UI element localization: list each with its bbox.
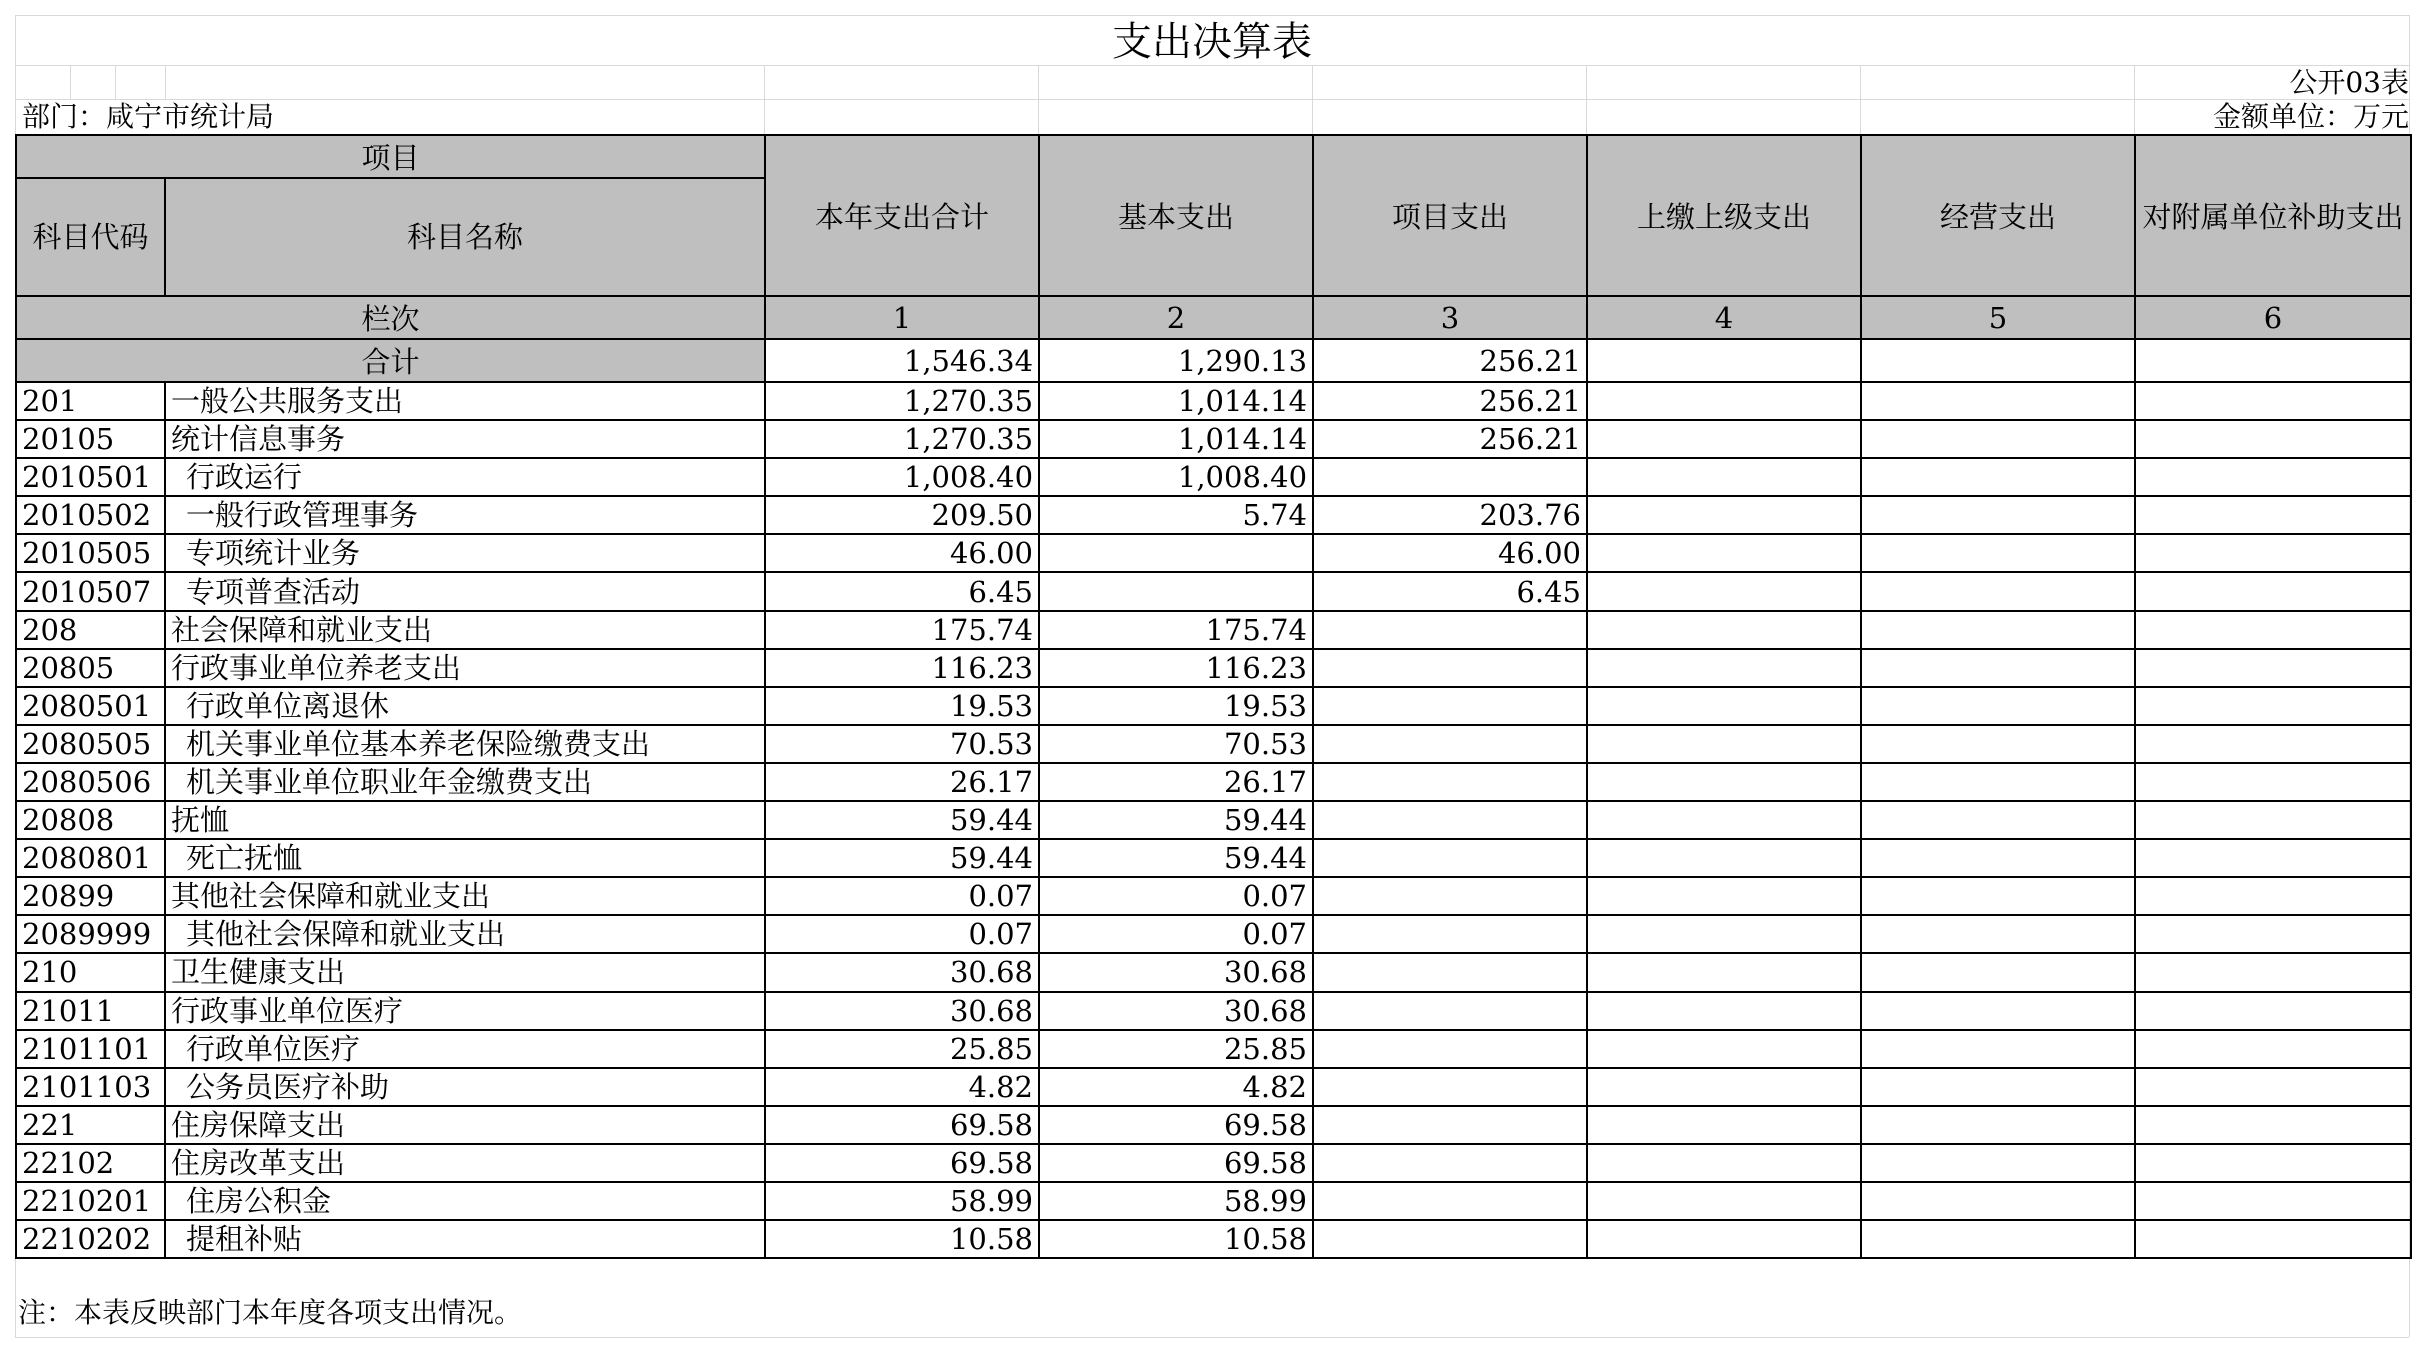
amount-cell: 30.68 [1039, 992, 1313, 1030]
department-label: 部门：咸宁市统计局 [22, 100, 275, 133]
table-row [16, 420, 2411, 458]
amount-cell [2135, 382, 2411, 420]
header-subsidy-subordinate: 对附属单位补助支出 [2135, 135, 2411, 296]
total-cell [1861, 339, 2135, 382]
subject-code-cell: 2010507 [16, 572, 165, 610]
column-number-label: 栏次 [16, 296, 765, 339]
column-number: 5 [1861, 296, 2135, 339]
amount-cell [1313, 877, 1587, 915]
subject-name-cell: 住房公积金 [165, 1182, 765, 1220]
table-row [16, 1068, 2411, 1106]
amount-cell: 6.45 [1313, 572, 1587, 610]
amount-cell [2135, 763, 2411, 801]
amount-cell: 0.07 [1039, 915, 1313, 953]
sheet-gridline [115, 65, 116, 99]
amount-cell [1587, 1220, 1861, 1258]
amount-cell [1587, 534, 1861, 572]
amount-cell [1313, 1030, 1587, 1068]
subject-code-cell: 201 [16, 382, 165, 420]
amount-cell: 58.99 [1039, 1182, 1313, 1220]
table-row [16, 1106, 2411, 1144]
amount-cell [2135, 877, 2411, 915]
amount-cell [1861, 687, 2135, 725]
amount-cell [2135, 649, 2411, 687]
amount-cell: 256.21 [1313, 420, 1587, 458]
header-operating-expenditure: 经营支出 [1861, 135, 2135, 296]
amount-cell: 70.53 [1039, 725, 1313, 763]
amount-cell: 1,014.14 [1039, 382, 1313, 420]
header-total-expenditure: 本年支出合计 [765, 135, 1039, 296]
total-cell: 256.21 [1313, 339, 1587, 382]
subject-name-cell: 行政事业单位医疗 [165, 992, 765, 1030]
header-project: 项目 [16, 135, 765, 178]
form-number: 公开03表 [2289, 66, 2409, 99]
subject-name-cell: 机关事业单位基本养老保险缴费支出 [165, 725, 765, 763]
amount-cell: 59.44 [1039, 839, 1313, 877]
amount-cell [1861, 1144, 2135, 1182]
amount-cell [1587, 953, 1861, 991]
amount-cell [1861, 458, 2135, 496]
amount-cell [1039, 534, 1313, 572]
amount-cell [1313, 1182, 1587, 1220]
subject-code-cell: 21011 [16, 992, 165, 1030]
column-number: 3 [1313, 296, 1587, 339]
amount-cell: 46.00 [1313, 534, 1587, 572]
subject-code-cell: 2101101 [16, 1030, 165, 1068]
subject-code-cell: 2010505 [16, 534, 165, 572]
amount-cell [1587, 458, 1861, 496]
amount-cell [1861, 992, 2135, 1030]
column-number: 1 [765, 296, 1039, 339]
amount-cell [1861, 649, 2135, 687]
amount-cell [1861, 915, 2135, 953]
amount-cell [2135, 839, 2411, 877]
table-row [16, 382, 2411, 420]
amount-cell [1587, 877, 1861, 915]
subject-name-cell: 统计信息事务 [165, 420, 765, 458]
amount-cell [1587, 420, 1861, 458]
table-row [16, 1030, 2411, 1068]
amount-cell: 69.58 [765, 1106, 1039, 1144]
subject-code-cell: 22102 [16, 1144, 165, 1182]
subject-code-cell: 2080505 [16, 725, 165, 763]
sheet-gridline [15, 1337, 2409, 1338]
amount-cell: 25.85 [765, 1030, 1039, 1068]
subject-code-cell: 20805 [16, 649, 165, 687]
amount-cell: 69.58 [765, 1144, 1039, 1182]
amount-cell: 46.00 [765, 534, 1039, 572]
table-row [16, 687, 2411, 725]
amount-cell: 0.07 [765, 877, 1039, 915]
subject-name-cell: 一般行政管理事务 [165, 496, 765, 534]
amount-cell [2135, 572, 2411, 610]
amount-cell: 10.58 [765, 1220, 1039, 1258]
amount-cell [1861, 534, 2135, 572]
amount-cell [2135, 725, 2411, 763]
amount-cell: 0.07 [765, 915, 1039, 953]
table-row [16, 801, 2411, 839]
amount-cell [1587, 1106, 1861, 1144]
amount-cell: 5.74 [1039, 496, 1313, 534]
table-row [16, 877, 2411, 915]
subject-code-cell: 2080501 [16, 687, 165, 725]
amount-cell: 30.68 [1039, 953, 1313, 991]
subject-name-cell: 行政事业单位养老支出 [165, 649, 765, 687]
amount-cell: 175.74 [1039, 611, 1313, 649]
amount-cell: 70.53 [765, 725, 1039, 763]
amount-cell [1313, 649, 1587, 687]
amount-cell [1861, 1030, 2135, 1068]
amount-cell: 25.85 [1039, 1030, 1313, 1068]
subject-code-cell: 20105 [16, 420, 165, 458]
amount-cell [2135, 420, 2411, 458]
subject-name-cell: 公务员医疗补助 [165, 1068, 765, 1106]
amount-unit-label: 金额单位：万元 [2212, 100, 2409, 133]
amount-cell [1313, 953, 1587, 991]
sheet-gridline [15, 99, 2409, 100]
amount-cell: 69.58 [1039, 1144, 1313, 1182]
amount-cell: 1,270.35 [765, 420, 1039, 458]
subject-code-cell: 2010501 [16, 458, 165, 496]
amount-cell [1587, 915, 1861, 953]
amount-cell: 4.82 [1039, 1068, 1313, 1106]
amount-cell: 1,008.40 [765, 458, 1039, 496]
header-basic-expenditure: 基本支出 [1039, 135, 1313, 296]
amount-cell: 116.23 [1039, 649, 1313, 687]
total-cell [1587, 339, 1861, 382]
amount-cell [1587, 1068, 1861, 1106]
subject-name-cell: 卫生健康支出 [165, 953, 765, 991]
amount-cell: 4.82 [765, 1068, 1039, 1106]
subject-name-cell: 提租补贴 [165, 1220, 765, 1258]
amount-cell [1587, 1182, 1861, 1220]
page-title: 支出决算表 [1112, 19, 1312, 65]
amount-cell [2135, 458, 2411, 496]
subject-code-cell: 20899 [16, 877, 165, 915]
amount-cell [1313, 801, 1587, 839]
amount-cell [2135, 611, 2411, 649]
subject-name-cell: 行政单位医疗 [165, 1030, 765, 1068]
amount-cell [2135, 534, 2411, 572]
table-row [16, 763, 2411, 801]
amount-cell [1861, 763, 2135, 801]
sheet-gridline [1860, 65, 1861, 134]
amount-cell [1861, 1068, 2135, 1106]
amount-cell: 69.58 [1039, 1106, 1313, 1144]
subject-name-cell: 机关事业单位职业年金缴费支出 [165, 763, 765, 801]
amount-cell: 116.23 [765, 649, 1039, 687]
amount-cell [1039, 572, 1313, 610]
amount-cell [1861, 725, 2135, 763]
sheet-gridline [764, 65, 765, 134]
amount-cell [1861, 1220, 2135, 1258]
amount-cell: 58.99 [765, 1182, 1039, 1220]
amount-cell [1861, 953, 2135, 991]
amount-cell [1861, 572, 2135, 610]
amount-cell [1587, 611, 1861, 649]
amount-cell [1861, 496, 2135, 534]
amount-cell [1587, 1144, 1861, 1182]
amount-cell [1587, 763, 1861, 801]
amount-cell: 6.45 [765, 572, 1039, 610]
amount-cell: 26.17 [765, 763, 1039, 801]
amount-cell [2135, 1106, 2411, 1144]
amount-cell: 19.53 [1039, 687, 1313, 725]
subject-name-cell: 死亡抚恤 [165, 839, 765, 877]
table-row [16, 611, 2411, 649]
amount-cell [1861, 801, 2135, 839]
table-row [16, 458, 2411, 496]
header-subject-code: 科目代码 [16, 178, 165, 296]
subject-name-cell: 社会保障和就业支出 [165, 611, 765, 649]
expenditure-table [15, 134, 2412, 1259]
amount-cell [2135, 1144, 2411, 1182]
subject-code-cell: 2080506 [16, 763, 165, 801]
amount-cell [2135, 992, 2411, 1030]
header-remit-superior: 上缴上级支出 [1587, 135, 1861, 296]
table-note: 注：本表反映部门本年度各项支出情况。 [18, 1296, 523, 1329]
amount-cell [1587, 992, 1861, 1030]
amount-cell: 1,270.35 [765, 382, 1039, 420]
table-row [16, 992, 2411, 1030]
amount-cell [1861, 1182, 2135, 1220]
subject-name-cell: 其他社会保障和就业支出 [165, 877, 765, 915]
table-row [16, 1182, 2411, 1220]
amount-cell [1313, 725, 1587, 763]
total-cell: 1,290.13 [1039, 339, 1313, 382]
amount-cell: 1,014.14 [1039, 420, 1313, 458]
table-row [16, 839, 2411, 877]
subject-code-cell: 20808 [16, 801, 165, 839]
amount-cell: 30.68 [765, 953, 1039, 991]
subject-name-cell: 一般公共服务支出 [165, 382, 765, 420]
amount-cell: 209.50 [765, 496, 1039, 534]
table-row [16, 953, 2411, 991]
subject-name-cell: 专项统计业务 [165, 534, 765, 572]
table-row [16, 1220, 2411, 1258]
amount-cell [1313, 839, 1587, 877]
amount-cell [2135, 801, 2411, 839]
amount-cell [1587, 649, 1861, 687]
sheet-gridline [70, 65, 71, 99]
amount-cell: 1,008.40 [1039, 458, 1313, 496]
subject-code-cell: 2210201 [16, 1182, 165, 1220]
amount-cell [2135, 1220, 2411, 1258]
subject-name-cell: 行政运行 [165, 458, 765, 496]
amount-cell [1313, 1144, 1587, 1182]
amount-cell [1587, 839, 1861, 877]
amount-cell: 0.07 [1039, 877, 1313, 915]
amount-cell [1587, 687, 1861, 725]
amount-cell [1587, 725, 1861, 763]
sheet-gridline [1312, 65, 1313, 134]
amount-cell [1861, 382, 2135, 420]
subject-code-cell: 221 [16, 1106, 165, 1144]
amount-cell [2135, 687, 2411, 725]
sheet-gridline [165, 65, 166, 99]
header-subject-name: 科目名称 [165, 178, 765, 296]
amount-cell [1313, 992, 1587, 1030]
amount-cell [1861, 1106, 2135, 1144]
subject-name-cell: 其他社会保障和就业支出 [165, 915, 765, 953]
total-cell [2135, 339, 2411, 382]
amount-cell [1313, 1068, 1587, 1106]
amount-cell [1861, 877, 2135, 915]
sheet-gridline [1038, 65, 1039, 134]
table-row [16, 1144, 2411, 1182]
amount-cell: 26.17 [1039, 763, 1313, 801]
table-row [16, 915, 2411, 953]
subject-code-cell: 2080801 [16, 839, 165, 877]
amount-cell [2135, 953, 2411, 991]
amount-cell [1313, 1106, 1587, 1144]
amount-cell [1587, 382, 1861, 420]
amount-cell: 175.74 [765, 611, 1039, 649]
amount-cell: 59.44 [765, 801, 1039, 839]
total-label: 合计 [16, 339, 765, 382]
subject-code-cell: 208 [16, 611, 165, 649]
subject-code-cell: 2210202 [16, 1220, 165, 1258]
amount-cell: 30.68 [765, 992, 1039, 1030]
amount-cell [1861, 839, 2135, 877]
amount-cell: 59.44 [1039, 801, 1313, 839]
table-row [16, 534, 2411, 572]
amount-cell [1861, 611, 2135, 649]
amount-cell [1313, 763, 1587, 801]
amount-cell [2135, 1182, 2411, 1220]
table-row [16, 572, 2411, 610]
sheet-gridline [2134, 65, 2135, 134]
table-row [16, 725, 2411, 763]
amount-cell [1313, 687, 1587, 725]
total-cell: 1,546.34 [765, 339, 1039, 382]
column-number: 6 [2135, 296, 2411, 339]
column-number: 4 [1587, 296, 1861, 339]
subject-code-cell: 2101103 [16, 1068, 165, 1106]
amount-cell [1587, 496, 1861, 534]
amount-cell: 59.44 [765, 839, 1039, 877]
subject-name-cell: 专项普查活动 [165, 572, 765, 610]
table-row [16, 649, 2411, 687]
amount-cell [1587, 1030, 1861, 1068]
sheet-gridline [1586, 65, 1587, 134]
amount-cell [2135, 915, 2411, 953]
amount-cell [2135, 496, 2411, 534]
subject-name-cell: 抚恤 [165, 801, 765, 839]
amount-cell [1587, 801, 1861, 839]
amount-cell: 19.53 [765, 687, 1039, 725]
header-project-expenditure: 项目支出 [1313, 135, 1587, 296]
column-number: 2 [1039, 296, 1313, 339]
amount-cell [1313, 915, 1587, 953]
amount-cell: 10.58 [1039, 1220, 1313, 1258]
amount-cell [1861, 420, 2135, 458]
subject-code-cell: 2089999 [16, 915, 165, 953]
amount-cell [1587, 572, 1861, 610]
amount-cell [1313, 458, 1587, 496]
amount-cell: 256.21 [1313, 382, 1587, 420]
subject-name-cell: 行政单位离退休 [165, 687, 765, 725]
subject-name-cell: 住房改革支出 [165, 1144, 765, 1182]
amount-cell [1313, 611, 1587, 649]
subject-code-cell: 210 [16, 953, 165, 991]
table-row [16, 496, 2411, 534]
amount-cell: 203.76 [1313, 496, 1587, 534]
table-body [16, 382, 2411, 1258]
amount-cell [2135, 1030, 2411, 1068]
subject-name-cell: 住房保障支出 [165, 1106, 765, 1144]
subject-code-cell: 2010502 [16, 496, 165, 534]
amount-cell [2135, 1068, 2411, 1106]
amount-cell [1313, 1220, 1587, 1258]
